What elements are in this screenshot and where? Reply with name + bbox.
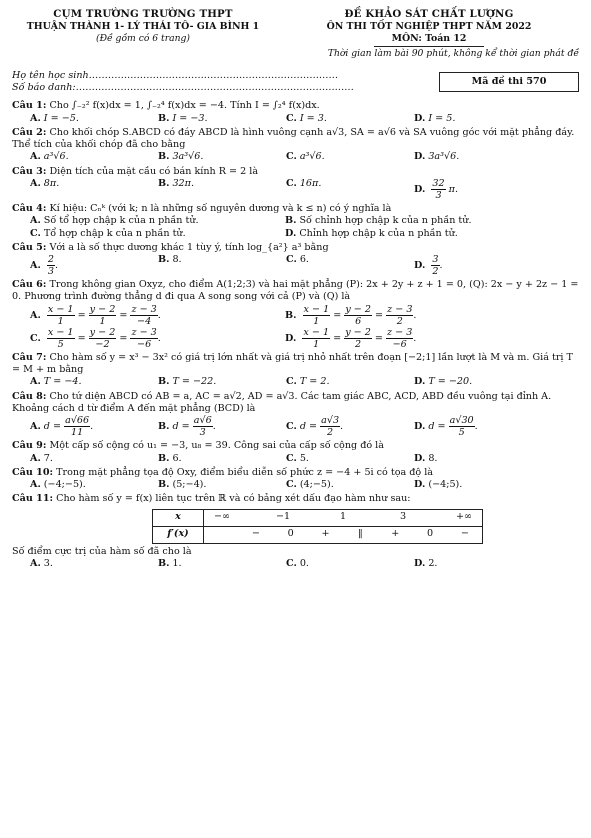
x-value: −∞	[214, 511, 231, 523]
question-number: Câu 8:	[12, 390, 47, 402]
question-4-options	[12, 215, 579, 240]
option-a[interactable]: A. a³√6.	[30, 151, 69, 163]
sign-cell: 0	[427, 528, 434, 540]
student-fields	[12, 70, 402, 95]
school-info	[12, 8, 274, 60]
question-6-options	[12, 304, 579, 350]
x-row-values	[204, 509, 483, 526]
question-text: Trong không gian Oxyz, cho điểm A(1;2;3) và hai mặt phẳng (P): 2x + 2y + z + 1 = 0, (Q): 2x − y + 2z − 1 = 0. Phương trình đường thẳng d đi qua A song song với cả (P) và (Q) là	[12, 279, 579, 303]
question-number: Câu 3:	[12, 165, 47, 177]
option-c[interactable]: C. 16π.	[286, 178, 322, 189]
page-count-note: (Đề gồm có 6 trang)	[95, 33, 190, 45]
option-c[interactable]: C. 6.	[286, 254, 309, 266]
option-c[interactable]: C. 5.	[286, 452, 309, 464]
sign-cell: −	[251, 528, 260, 540]
student-info-row	[12, 70, 579, 95]
question-2	[12, 127, 579, 152]
x-value: +∞	[455, 511, 472, 523]
option-b[interactable]: B. T = −22.	[158, 376, 217, 388]
option-d[interactable]: D. $\frac{32}{3}$ π.	[414, 178, 459, 202]
x-value: 1	[340, 511, 347, 523]
question-1	[12, 100, 579, 112]
question-8-options	[12, 415, 579, 438]
option-d[interactable]: D. 2.	[414, 557, 438, 569]
option-a[interactable]: A. $\frac{x - 1}{1}$ = $\frac{y - 2}{1}$ = $\frac{z - 3}{-4}$ .	[30, 303, 161, 327]
option-c[interactable]: C. I = 3.	[286, 112, 327, 124]
option-a[interactable]: A. 8π.	[30, 178, 60, 189]
fraction: $\frac{3}{2}$	[432, 254, 439, 278]
question-3-options	[12, 178, 579, 201]
option-b[interactable]: B. (5;−4).	[158, 479, 207, 491]
question-number: Câu 1:	[12, 100, 47, 112]
option-d[interactable]: D. d = $\frac{a√30}{5}$ .	[414, 415, 478, 439]
question-text: Cho khối chóp S.ABCD có đáy ABCD là hình vuông cạnh a√3, SA = a√6 và SA vuông góc với mặt phẳng đáy. Thể tích của khối chóp đã cho bằng	[12, 126, 575, 151]
question-text: Cho ∫₋₂² f(x)dx = 1, ∫₋₂⁴ f(x)dx = −4. Tính I = ∫₂⁴ f(x)dx.	[49, 100, 320, 112]
question-text: Một cấp số cộng có u₁ = −3, u₈ = 39. Công sai của cấp số cộng đó là	[49, 440, 384, 452]
question-text: Cho tứ diện ABCD có AB = a, AC = a√2, AD = a√3. Các tam giác ABC, ACD, ABD đều vuông tại đỉnh A. Khoảng cách d từ điểm A đến mặt phẳng (BCD) là	[12, 390, 552, 414]
option-a[interactable]: A. 7.	[30, 452, 53, 464]
option-b[interactable]: B. I = −3.	[158, 112, 208, 124]
option-a[interactable]: A. T = −4.	[30, 376, 82, 388]
question-number: Câu 5:	[12, 241, 47, 253]
option-b[interactable]: B. 3a³√6.	[158, 151, 204, 163]
question-number: Câu 11:	[12, 493, 54, 505]
option-b[interactable]: B. Số chỉnh hợp chập k của n phần tử.	[285, 215, 472, 227]
option-a[interactable]: A. d = $\frac{a√66}{11}$ .	[30, 415, 94, 439]
option-a[interactable]: A. I = −5.	[30, 112, 79, 124]
option-d[interactable]: D. $\frac{3}{2}$ .	[414, 254, 443, 278]
option-d[interactable]: D. 8.	[414, 452, 438, 464]
option-b[interactable]: B. d = $\frac{a√6}{3}$ .	[158, 415, 216, 439]
sign-cell: 0	[287, 528, 294, 540]
sign-cell: +	[321, 528, 330, 540]
x-value: −1	[275, 511, 291, 523]
exam-subtitle: ÔN THI TỐT NGHIỆP THPT NĂM 2022	[326, 21, 532, 33]
question-11-options	[12, 558, 579, 570]
option-c[interactable]: C. $\frac{x - 1}{5}$ = $\frac{y - 2}{-2}$ = $\frac{z - 3}{-6}$ .	[30, 326, 161, 350]
fraction: $\frac{32}{3}$	[432, 178, 445, 202]
fprime-row-values	[204, 526, 483, 543]
exam-duration: Thời gian làm bài 90 phút, không kể thời gian phát đề	[327, 48, 579, 60]
exam-header	[12, 8, 579, 60]
exam-info	[279, 8, 579, 60]
question-number: Câu 6:	[12, 279, 47, 291]
option-d[interactable]: D. $\frac{x - 1}{1}$ = $\frac{y - 2}{2}$ = $\frac{z - 3}{-6}$ .	[285, 326, 417, 350]
question-number: Câu 9:	[12, 440, 47, 452]
option-d[interactable]: D. 3a³√6.	[414, 151, 460, 163]
fraction: $\frac{2}{3}$	[47, 254, 54, 278]
school-cluster: CỤM TRƯỜNG TRƯỜNG THPT	[53, 8, 233, 20]
question-6	[12, 279, 579, 304]
option-b[interactable]: B. $\frac{x - 1}{1}$ = $\frac{y - 2}{6}$ = $\frac{z - 3}{2}$ .	[285, 303, 417, 327]
student-id-line: Số báo danh:……………………………………………………………………………	[12, 82, 354, 94]
option-c[interactable]: C. T = 2.	[286, 376, 330, 388]
option-c[interactable]: C. 0.	[286, 557, 309, 569]
option-d[interactable]: D. T = −20.	[414, 376, 473, 388]
option-d[interactable]: D. I = 5.	[414, 112, 456, 124]
question-text: Cho hàm số y = x³ − 3x² có giá trị lớn nhất và giá trị nhỏ nhất trên đoạn [−2;1] lần lượt là M và m. Giá trị T = M + m bằng	[12, 351, 573, 376]
question-text: Diện tích của mặt cầu có bán kính R = 2 là	[49, 165, 259, 177]
question-5	[12, 242, 579, 254]
sign-cell: ‖	[357, 528, 363, 540]
question-text: Kí hiệu: Cₙᵏ (với k; n là những số nguyên dương và k ≤ n) có ý nghĩa là	[49, 203, 392, 215]
question-text: Trong mặt phẳng tọa độ Oxy, điểm biểu diễn số phức z = −4 + 5i có tọa độ là	[56, 466, 434, 478]
option-a[interactable]: A. $\frac{2}{3}$ .	[30, 254, 59, 278]
exam-subject: MÔN: Toán 12	[391, 33, 467, 45]
question-10-options	[12, 479, 579, 491]
question-11	[12, 493, 579, 505]
option-b[interactable]: B. 6.	[158, 452, 182, 464]
sign-cell	[214, 528, 228, 540]
sign-cell: +	[391, 528, 400, 540]
question-number: Câu 7:	[12, 351, 47, 363]
option-c[interactable]: C. d = $\frac{a√3}{2}$ .	[286, 415, 344, 439]
question-number: Câu 4:	[12, 203, 47, 215]
option-c[interactable]: C. (4;−5).	[286, 479, 334, 491]
option-c[interactable]: C. a³√6.	[286, 151, 325, 163]
school-names: THUẬN THÀNH 1- LÝ THÁI TÔ- GIA BÌNH 1	[26, 21, 260, 33]
question-number: Câu 2:	[12, 126, 47, 138]
option-b[interactable]: B. 32π.	[158, 178, 195, 189]
x-value: 3	[399, 511, 407, 523]
question-2-options	[12, 151, 579, 163]
subject-underline	[374, 46, 484, 47]
question-11-followup: Số điểm cực trị của hàm số đã cho là	[12, 545, 192, 557]
option-a[interactable]: A. (−4;−5).	[30, 479, 86, 491]
student-name-line: Họ tên học sinh……………………………………………………………………	[12, 69, 339, 81]
option-b[interactable]: B. 8.	[158, 254, 182, 266]
option-c[interactable]: C. Tổ hợp chập k của n phần tử.	[30, 227, 186, 239]
question-7	[12, 352, 579, 377]
question-1-options	[12, 113, 579, 125]
exam-title: ĐỀ KHẢO SÁT CHẤT LƯỢNG	[344, 8, 514, 20]
exam-code-box: Mã đề thi 570	[439, 72, 579, 92]
option-a[interactable]: A. 3.	[30, 557, 53, 569]
question-3	[12, 166, 579, 178]
option-d[interactable]: D. Chỉnh hợp chập k của n phần tử.	[285, 227, 458, 239]
question-text: Với a là số thực dương khác 1 tùy ý, tính log_{a²} a³ bằng	[49, 241, 329, 253]
question-number: Câu 10:	[12, 466, 54, 478]
question-5-options	[12, 254, 579, 277]
x-row-label: x	[153, 509, 204, 526]
option-d[interactable]: D. (−4;5).	[414, 479, 463, 491]
option-a[interactable]: A. Số tổ hợp chập k của n phần tử.	[30, 215, 199, 227]
question-9-options	[12, 453, 579, 465]
fprime-row-label: f′(x)	[153, 526, 204, 543]
question-8	[12, 391, 579, 416]
question-9	[12, 440, 579, 452]
question-7-options	[12, 376, 579, 388]
question-text: Cho hàm số y = f(x) liên tục trên ℝ và có bảng xét dấu đạo hàm như sau:	[56, 493, 411, 505]
derivative-sign-table	[152, 509, 483, 544]
question-10	[12, 467, 579, 479]
option-b[interactable]: B. 1.	[158, 557, 182, 569]
sign-cell: −	[460, 528, 469, 540]
question-4	[12, 203, 579, 215]
